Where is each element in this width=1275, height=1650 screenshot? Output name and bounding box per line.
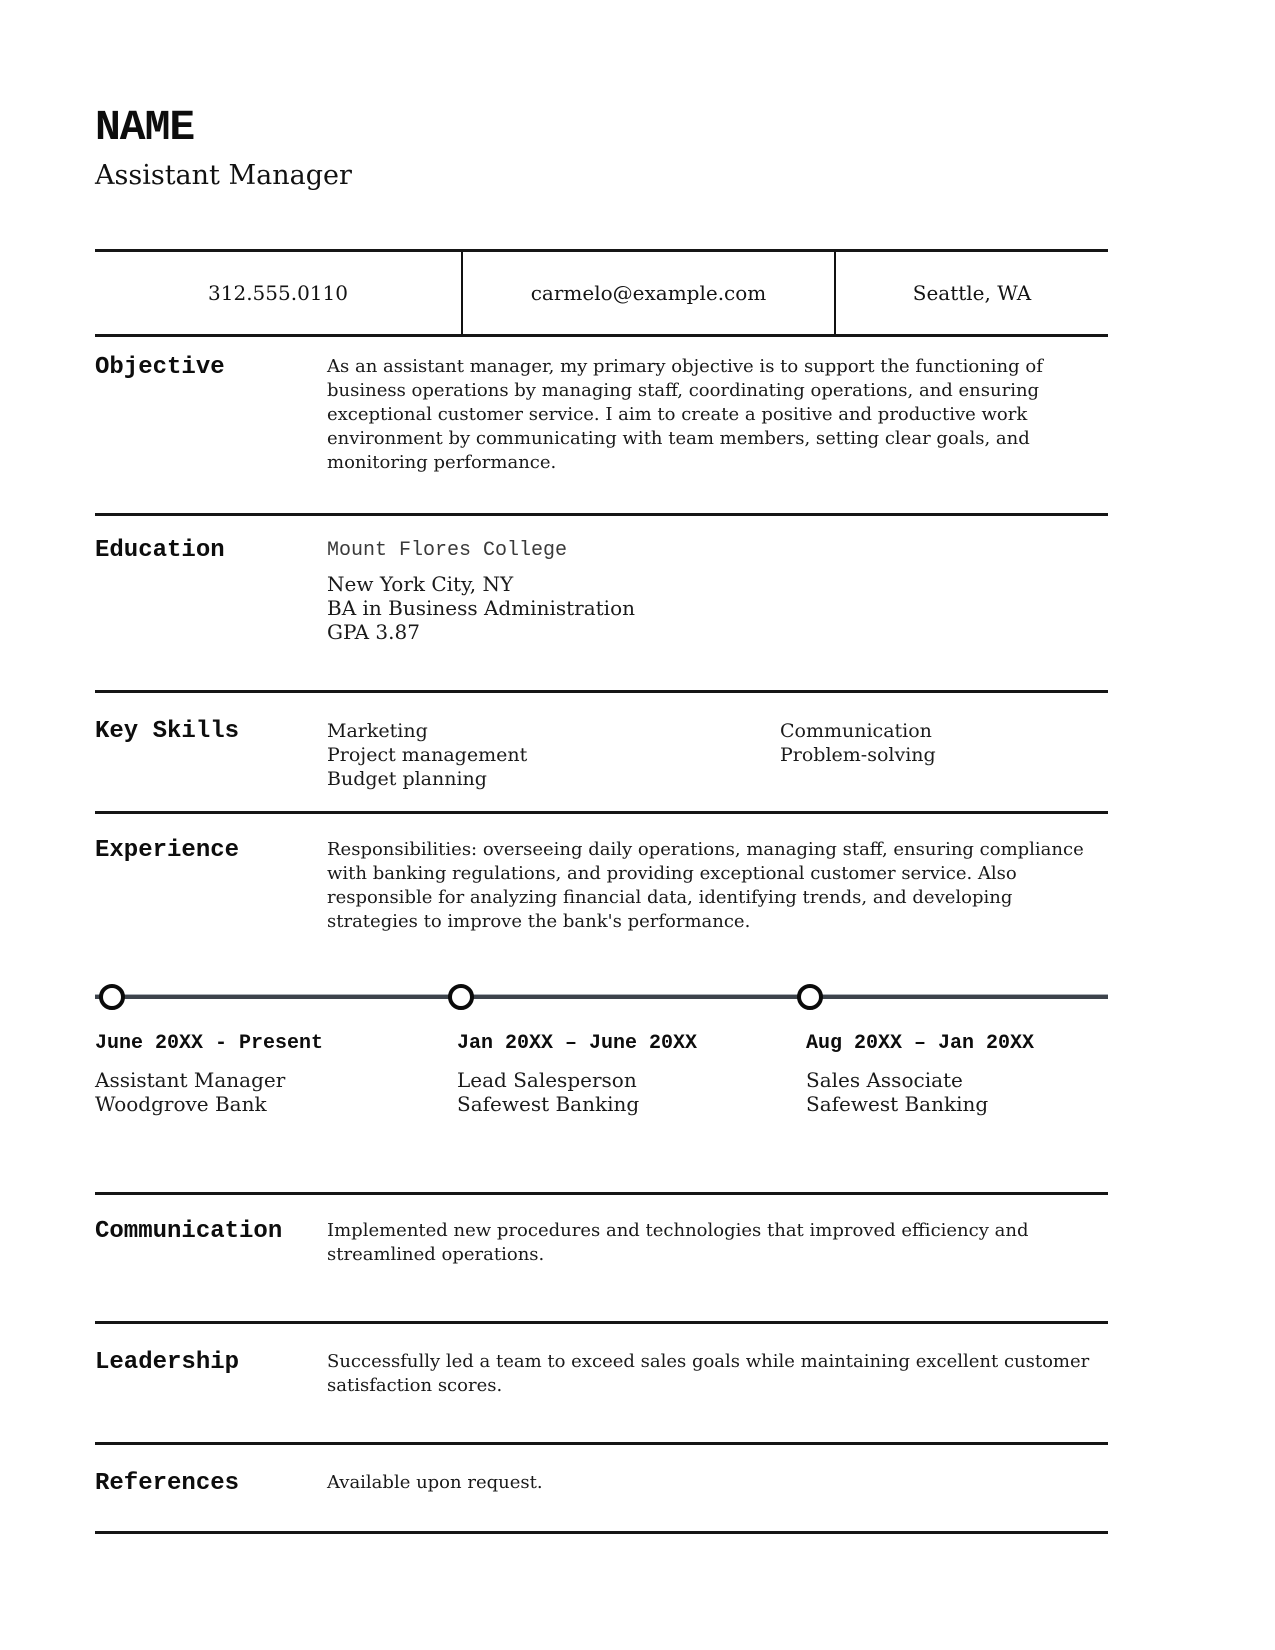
education-location: New York City, NY (327, 572, 514, 596)
references-text: Available upon request. (327, 1472, 543, 1493)
section-key-skills-label: Key Skills (95, 718, 240, 745)
job-dates: Aug 20XX – Jan 20XX (806, 1032, 1035, 1055)
skill-item: Budget planning (327, 768, 487, 790)
job-company: Woodgrove Bank (95, 1092, 267, 1116)
section-references (95, 1445, 1108, 1534)
skill-item: Problem-solving (780, 744, 936, 766)
job-role: Sales Associate (806, 1068, 963, 1092)
job-dates: June 20XX - Present (95, 1032, 324, 1055)
person-name: NAME (95, 103, 195, 152)
education-school: Mount Flores College (327, 539, 568, 562)
objective-text: As an assistant manager, my primary objective is to support the functioning of business operations by managing staff, coordinating operations, and ensuring exceptional customer service. I aim to create a positive and productive work environment by communicating with team members, setting clear goals, and monitoring performance. (327, 356, 1043, 473)
skill-item: Communication (780, 720, 932, 742)
experience-timeline (95, 984, 1108, 1010)
timeline-dot-2 (448, 984, 474, 1010)
job-role: Assistant Manager (95, 1068, 286, 1092)
section-experience (95, 814, 1108, 1195)
job-company: Safewest Banking (457, 1092, 640, 1116)
contact-bar (95, 249, 1108, 337)
timeline-line (95, 994, 1108, 999)
skills-column-1 (327, 719, 1108, 791)
job-dates: Jan 20XX – June 20XX (457, 1032, 698, 1055)
section-communication (95, 1195, 1108, 1324)
resume-header (95, 103, 1108, 192)
job-entry-2 (457, 1032, 807, 1116)
contact-phone: 312.555.0110 (208, 281, 348, 305)
section-objective-label: Objective (95, 354, 225, 381)
section-objective (95, 337, 1108, 516)
job-company: Safewest Banking (806, 1092, 989, 1116)
communication-text: Implemented new procedures and technologies that improved efficiency and streamlined operations. (327, 1220, 1029, 1265)
skill-item: Project management (327, 744, 528, 766)
education-gpa: GPA 3.87 (327, 620, 420, 644)
skills-column-2 (780, 719, 936, 767)
experience-text: Responsibilities: overseeing daily operations, managing staff, ensuring compliance with banking regulations, and providing exceptional customer service. Also responsible for analyzing financial data, identifying trends, and developing strategies to improve the bank's performance. (327, 839, 1084, 932)
section-leadership-label: Leadership (95, 1349, 240, 1376)
job-role: Lead Salesperson (457, 1068, 637, 1092)
job-title: Assistant Manager (95, 160, 352, 191)
leadership-text: Successfully led a team to exceed sales goals while maintaining excellent customer satisfaction scores. (327, 1351, 1090, 1396)
education-degree: BA in Business Administration (327, 596, 635, 620)
timeline-dot-1 (99, 984, 125, 1010)
timeline-dot-3 (797, 984, 823, 1010)
contact-location: Seattle, WA (912, 281, 1032, 305)
section-key-skills (95, 693, 1108, 814)
experience-jobs (95, 1032, 1108, 1142)
section-communication-label: Communication (95, 1218, 283, 1245)
section-experience-label: Experience (95, 837, 240, 864)
job-entry-3 (806, 1032, 1156, 1116)
job-entry-1 (95, 1032, 445, 1116)
skill-item: Marketing (327, 720, 428, 742)
section-leadership (95, 1324, 1108, 1445)
contact-email: carmelo@example.com (461, 252, 836, 334)
section-references-label: References (95, 1470, 240, 1497)
section-education-label: Education (95, 537, 225, 564)
section-education (95, 516, 1108, 693)
